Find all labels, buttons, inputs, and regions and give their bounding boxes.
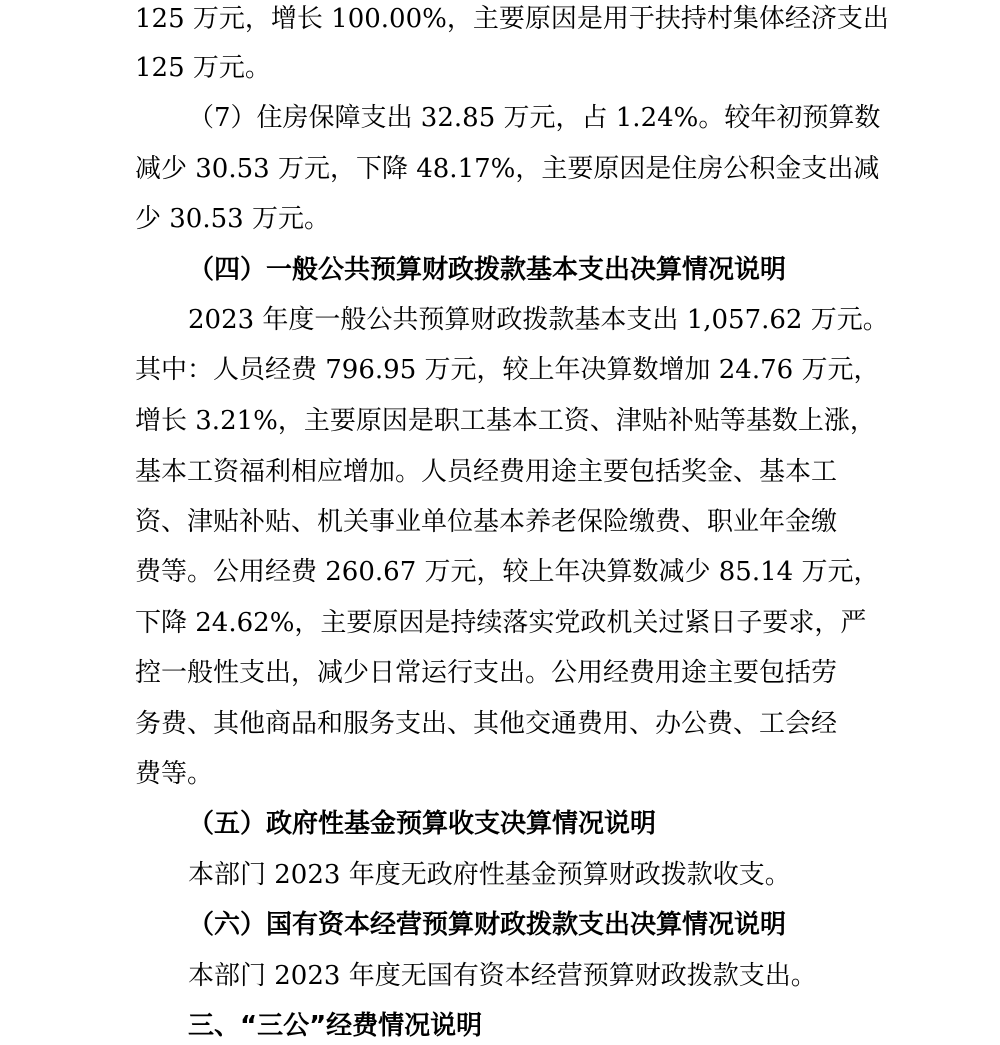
paragraph-line: 资、津贴补贴、机关事业单位基本养老保险缴费、职业年金缴 bbox=[135, 507, 838, 537]
paragraph-line: 增长 3.21%，主要原因是职工基本工资、津贴补贴等基数上涨， bbox=[135, 406, 876, 436]
paragraph-line: 125 万元，增长 100.00%，主要原因是用于扶持村集体经济支出 bbox=[135, 4, 889, 34]
paragraph-line: 少 30.53 万元。 bbox=[135, 204, 330, 234]
paragraph-line: 务费、其他商品和服务支出、其他交通费用、办公费、工会经 bbox=[135, 709, 838, 739]
paragraph-line: 费等。 bbox=[135, 759, 214, 789]
paragraph-line: 125 万元。 bbox=[135, 53, 271, 83]
paragraph-line: 费等。公用经费 260.67 万元，较上年决算数减少 85.14 万元， bbox=[135, 557, 880, 587]
paragraph-line: 基本工资福利相应增加。人员经费用途主要包括奖金、基本工 bbox=[135, 457, 838, 487]
paragraph-line: 2023 年度一般公共预算财政拨款基本支出 1,057.62 万元。 bbox=[188, 305, 889, 335]
paragraph-line: （7）住房保障支出 32.85 万元，占 1.24%。较年初预算数 bbox=[188, 103, 881, 133]
chapter-heading: 三、“三公”经费情况说明 bbox=[188, 1011, 483, 1041]
paragraph-line: 下降 24.62%，主要原因是持续落实党政机关过紧日子要求，严 bbox=[135, 608, 867, 638]
section-heading: （六）国有资本经营预算财政拨款支出决算情况说明 bbox=[188, 910, 787, 940]
paragraph-line: 控一般性支出，减少日常运行支出。公用经费用途主要包括劳 bbox=[135, 658, 838, 688]
paragraph-line: 减少 30.53 万元，下降 48.17%，主要原因是住房公积金支出减 bbox=[135, 154, 880, 184]
section-heading: （四）一般公共预算财政拨款基本支出决算情况说明 bbox=[188, 255, 787, 285]
paragraph-line: 本部门 2023 年度无政府性基金预算财政拨款收支。 bbox=[188, 860, 791, 890]
paragraph-line: 其中：人员经费 796.95 万元，较上年决算数增加 24.76 万元， bbox=[135, 355, 880, 385]
section-heading: （五）政府性基金预算收支决算情况说明 bbox=[188, 809, 657, 839]
paragraph-line: 本部门 2023 年度无国有资本经营预算财政拨款支出。 bbox=[188, 961, 817, 991]
